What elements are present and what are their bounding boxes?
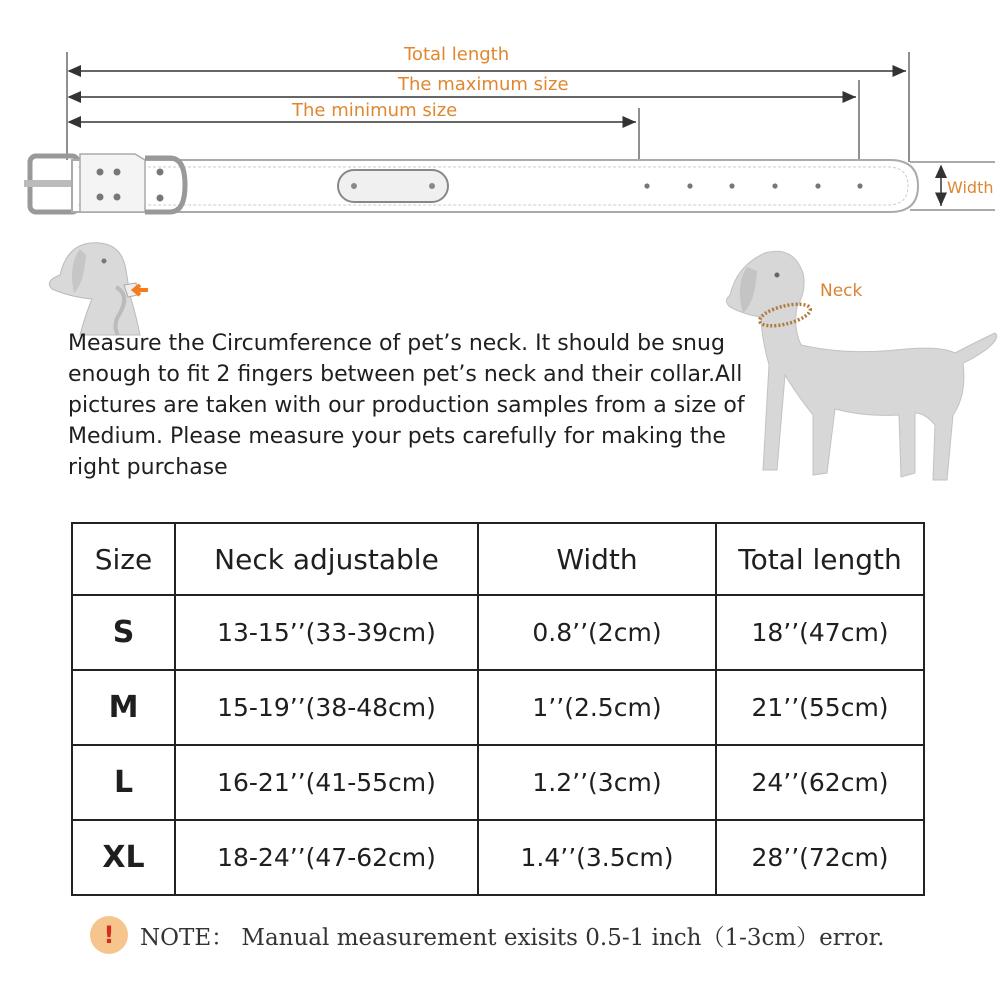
header-total-length: Total length <box>716 523 924 595</box>
collar-measurement-diagram <box>0 0 1000 230</box>
size-cell: XL <box>72 820 175 895</box>
total-length-label: Total length <box>404 44 510 65</box>
note-text: NOTE： Manual measurement exisits 0.5-1 inch（1-3cm）error. <box>140 924 885 951</box>
length-cell: 21’’(55cm) <box>716 670 924 745</box>
size-table <box>71 522 925 896</box>
minimum-size-label: The minimum size <box>292 100 458 121</box>
neck-cell: 16-21’’(41-55cm) <box>175 745 478 820</box>
measurement-note <box>90 913 884 957</box>
header-size: Size <box>72 523 175 595</box>
width-cell: 1.4’’(3.5cm) <box>478 820 716 895</box>
width-cell: 0.8’’(2cm) <box>478 595 716 670</box>
table-row <box>72 745 924 820</box>
length-cell: 28’’(72cm) <box>716 820 924 895</box>
header-width: Width <box>478 523 716 595</box>
exclamation-icon: ! <box>90 916 128 954</box>
table-row <box>72 670 924 745</box>
size-cell: L <box>72 745 175 820</box>
table-header-row <box>72 523 924 595</box>
header-neck-adjustable: Neck adjustable <box>175 523 478 595</box>
table-row <box>72 595 924 670</box>
collar-illustration <box>24 154 918 212</box>
size-cell: M <box>72 670 175 745</box>
neck-cell: 18-24’’(47-62cm) <box>175 820 478 895</box>
neck-cell: 15-19’’(38-48cm) <box>175 670 478 745</box>
width-label: Width <box>947 178 994 197</box>
measurement-instructions: Measure the Circumference of pet’s neck. It should be snug enough to fit 2 fingers between pet’s neck and their collar.All pictures are taken with our production samples from a size of Medium. Please measure your pets carefully for making the right purchase <box>68 331 745 480</box>
length-cell: 18’’(47cm) <box>716 595 924 670</box>
length-cell: 24’’(62cm) <box>716 745 924 820</box>
width-cell: 1’’(2.5cm) <box>478 670 716 745</box>
size-cell: S <box>72 595 175 670</box>
width-cell: 1.2’’(3cm) <box>478 745 716 820</box>
table-row <box>72 820 924 895</box>
neck-cell: 13-15’’(33-39cm) <box>175 595 478 670</box>
maximum-size-label: The maximum size <box>398 74 569 95</box>
neck-label: Neck <box>820 281 863 301</box>
